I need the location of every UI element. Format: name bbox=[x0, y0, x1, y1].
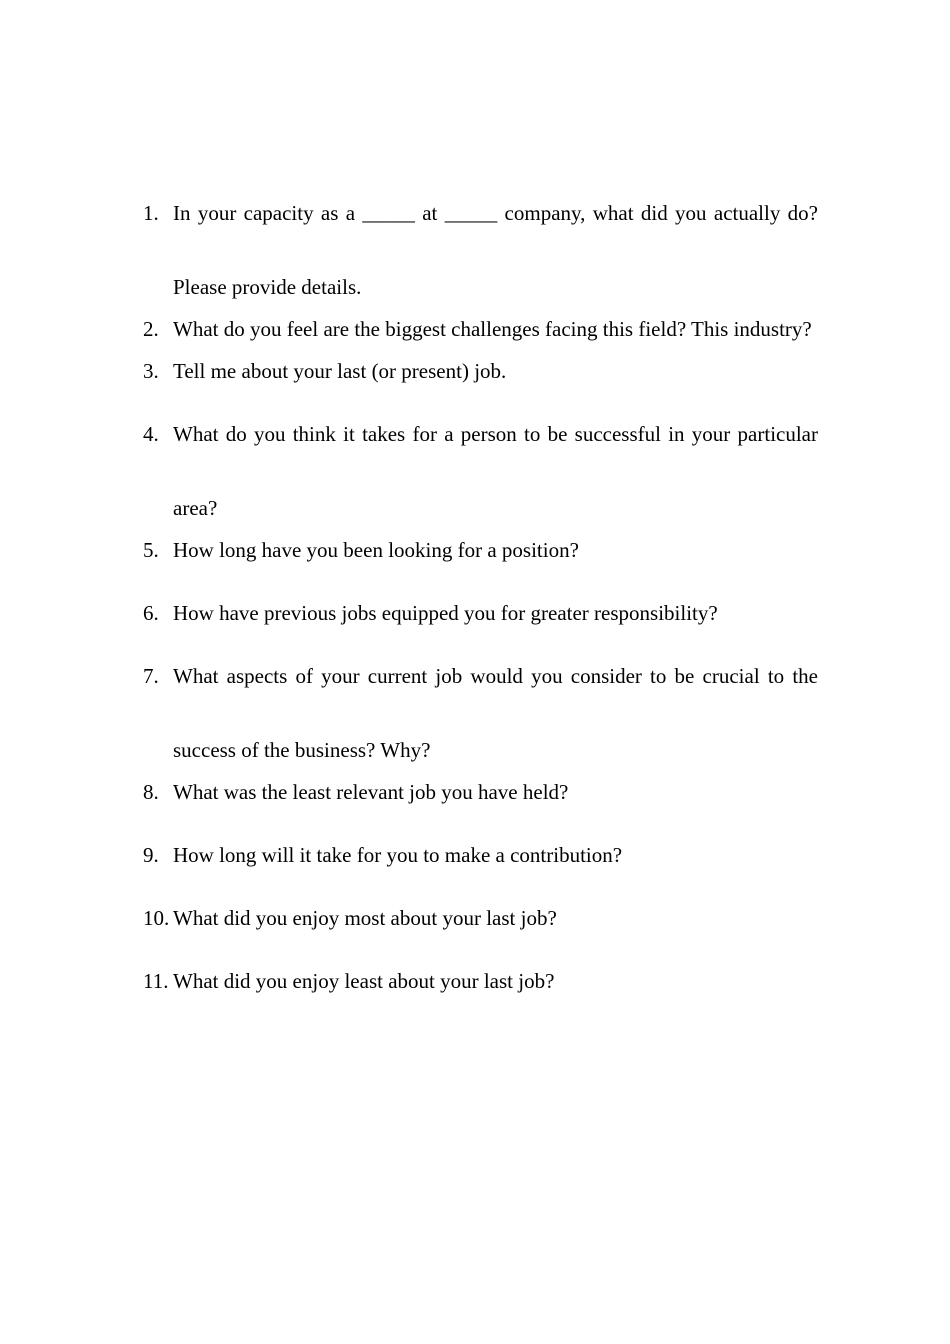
question-number: 2. bbox=[143, 317, 159, 341]
question-text: How have previous jobs equipped you for greater responsibility? bbox=[173, 601, 718, 625]
question-item bbox=[143, 902, 818, 934]
question-item bbox=[143, 597, 818, 629]
question-number: 1. bbox=[143, 201, 159, 225]
question-number: 5. bbox=[143, 538, 159, 562]
question-number: 4. bbox=[143, 422, 159, 446]
question-number: 11. bbox=[143, 969, 169, 993]
question-number: 8. bbox=[143, 780, 159, 804]
question-item bbox=[143, 660, 818, 787]
question-text: What was the least relevant job you have held? bbox=[173, 780, 569, 804]
question-item bbox=[143, 355, 818, 387]
interview-question-list bbox=[143, 197, 818, 1028]
question-text: What aspects of your current job would you consider to be crucial to the success of the business? Why? bbox=[173, 664, 818, 762]
question-number: 7. bbox=[143, 664, 159, 688]
question-number: 3. bbox=[143, 359, 159, 383]
question-item bbox=[143, 534, 818, 566]
question-item bbox=[143, 776, 818, 808]
question-number: 10. bbox=[143, 906, 170, 930]
question-text: In your capacity as a _____ at _____ company, what did you actually do? Please provide details. bbox=[173, 201, 818, 299]
question-item bbox=[143, 418, 818, 545]
question-text: What did you enjoy most about your last job? bbox=[173, 906, 557, 930]
question-text: Tell me about your last (or present) job. bbox=[173, 359, 507, 383]
question-text: What did you enjoy least about your last job? bbox=[173, 969, 555, 993]
question-text: How long will it take for you to make a contribution? bbox=[173, 843, 623, 867]
question-number: 9. bbox=[143, 843, 159, 867]
question-text: What do you think it takes for a person to be successful in your particular area? bbox=[173, 422, 818, 520]
question-item bbox=[143, 965, 818, 997]
question-text: What do you feel are the biggest challenges facing this field? This industry? bbox=[173, 317, 812, 341]
question-number: 6. bbox=[143, 601, 159, 625]
question-text: How long have you been looking for a position? bbox=[173, 538, 579, 562]
question-item bbox=[143, 839, 818, 871]
